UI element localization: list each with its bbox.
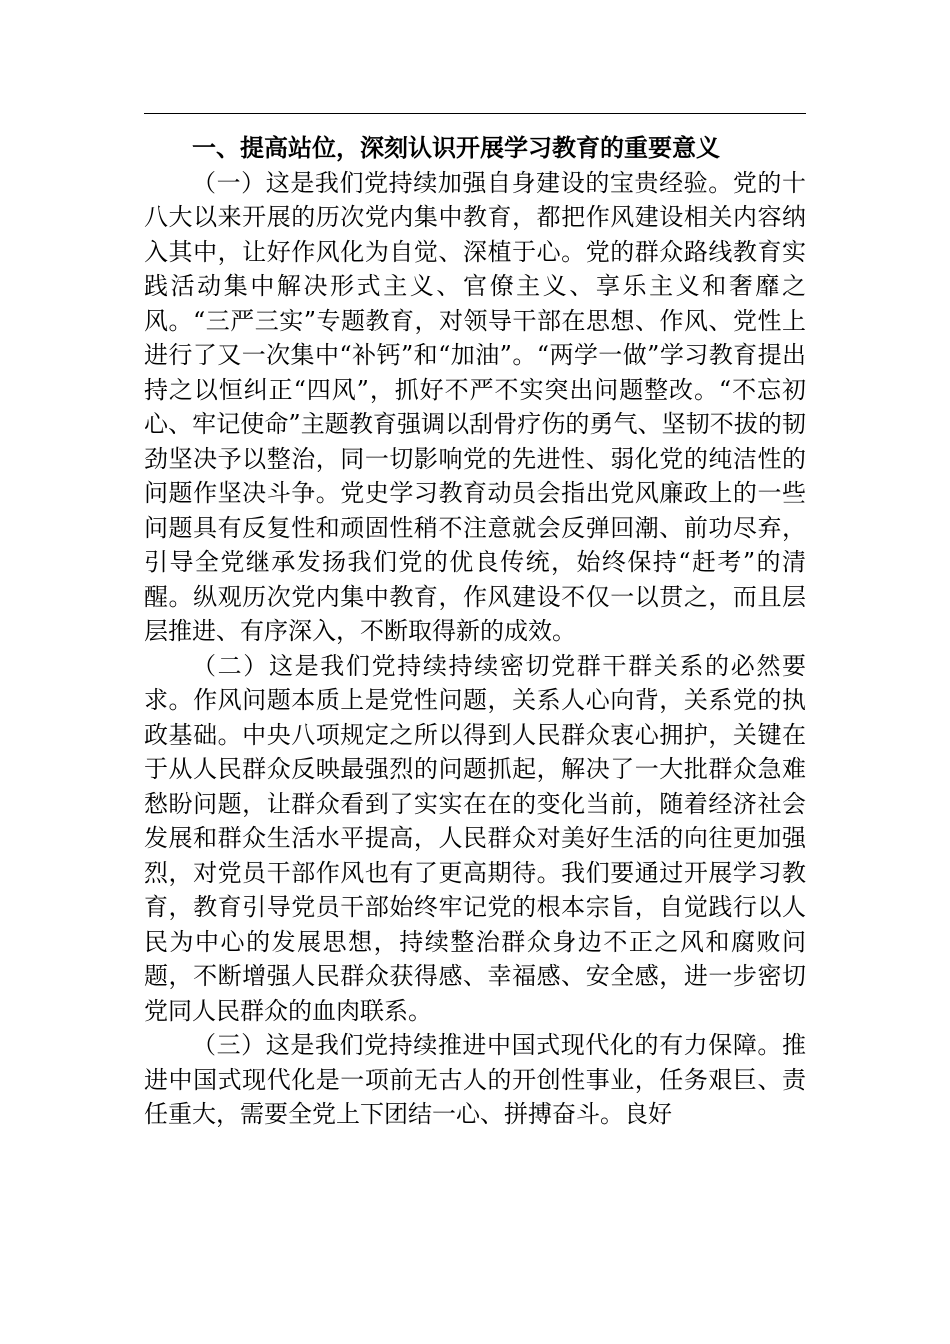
paragraph-1: （一）这是我们党持续加强自身建设的宝贵经验。党的十八大以来开展的历次党内集中教育，都把作风建设相关内容纳入其中，让好作风化为自觉、深植于心。党的群众路线教育实践活动集中解决形式主义、官僚主义、享乐主义和奢靡之风。“三严三实”专题教育，对领导干部在思想、作风、党性上进行了又一次集中“补钙”和“加油”。“两学一做”学习教育提出持之以恒纠正“四风”，抓好不严不实突出问题整改。“不忘初心、牢记使命”主题教育强调以刮骨疗伤的勇气、坚韧不拔的韧劲坚决予以整治，同一切影响党的先进性、弱化党的纯洁性的问题作坚决斗争。党史学习教育动员会指出党风廉政上的一些问题具有反复性和顽固性稍不注意就会反弹回潮、前功尽弃，引导全党继承发扬我们党的优良传统，始终保持“赶考”的清醒。纵观历次党内集中教育，作风建设不仅一以贯之，而且层层推进、有序深入，不断取得新的成效。 [144, 168, 806, 645]
paragraph-3: （三）这是我们党持续推进中国式现代化的有力保障。推进中国式现代化是一项前无古人的开创性事业，任务艰巨、责任重大，需要全党上下团结一心、拼搏奋斗。良好 [144, 1031, 806, 1128]
header-rule [144, 113, 806, 114]
paragraph-2: （二）这是我们党持续持续密切党群干群关系的必然要求。作风问题本质上是党性问题，关系人心向背，关系党的执政基础。中央八项规定之所以得到人民群众衷心拥护，关键在于从人民群众反映最强烈的问题抓起，解决了一大批群众急难愁盼问题，让群众看到了实实在在的变化当前，随着经济社会发展和群众生活水平提高，人民群众对美好生活的向往更加强烈，对党员干部作风也有了更高期待。我们要通过开展学习教育，教育引导党员干部始终牢记党的根本宗旨，自觉践行以人民为中心的发展思想，持续整治群众身边不正之风和腐败问题，不断增强人民群众获得感、幸福感、安全感，进一步密切党同人民群众的血肉联系。 [144, 651, 806, 1025]
section-heading: 一、提高站位，深刻认识开展学习教育的重要意义 [192, 134, 720, 162]
document-body [144, 131, 806, 1132]
